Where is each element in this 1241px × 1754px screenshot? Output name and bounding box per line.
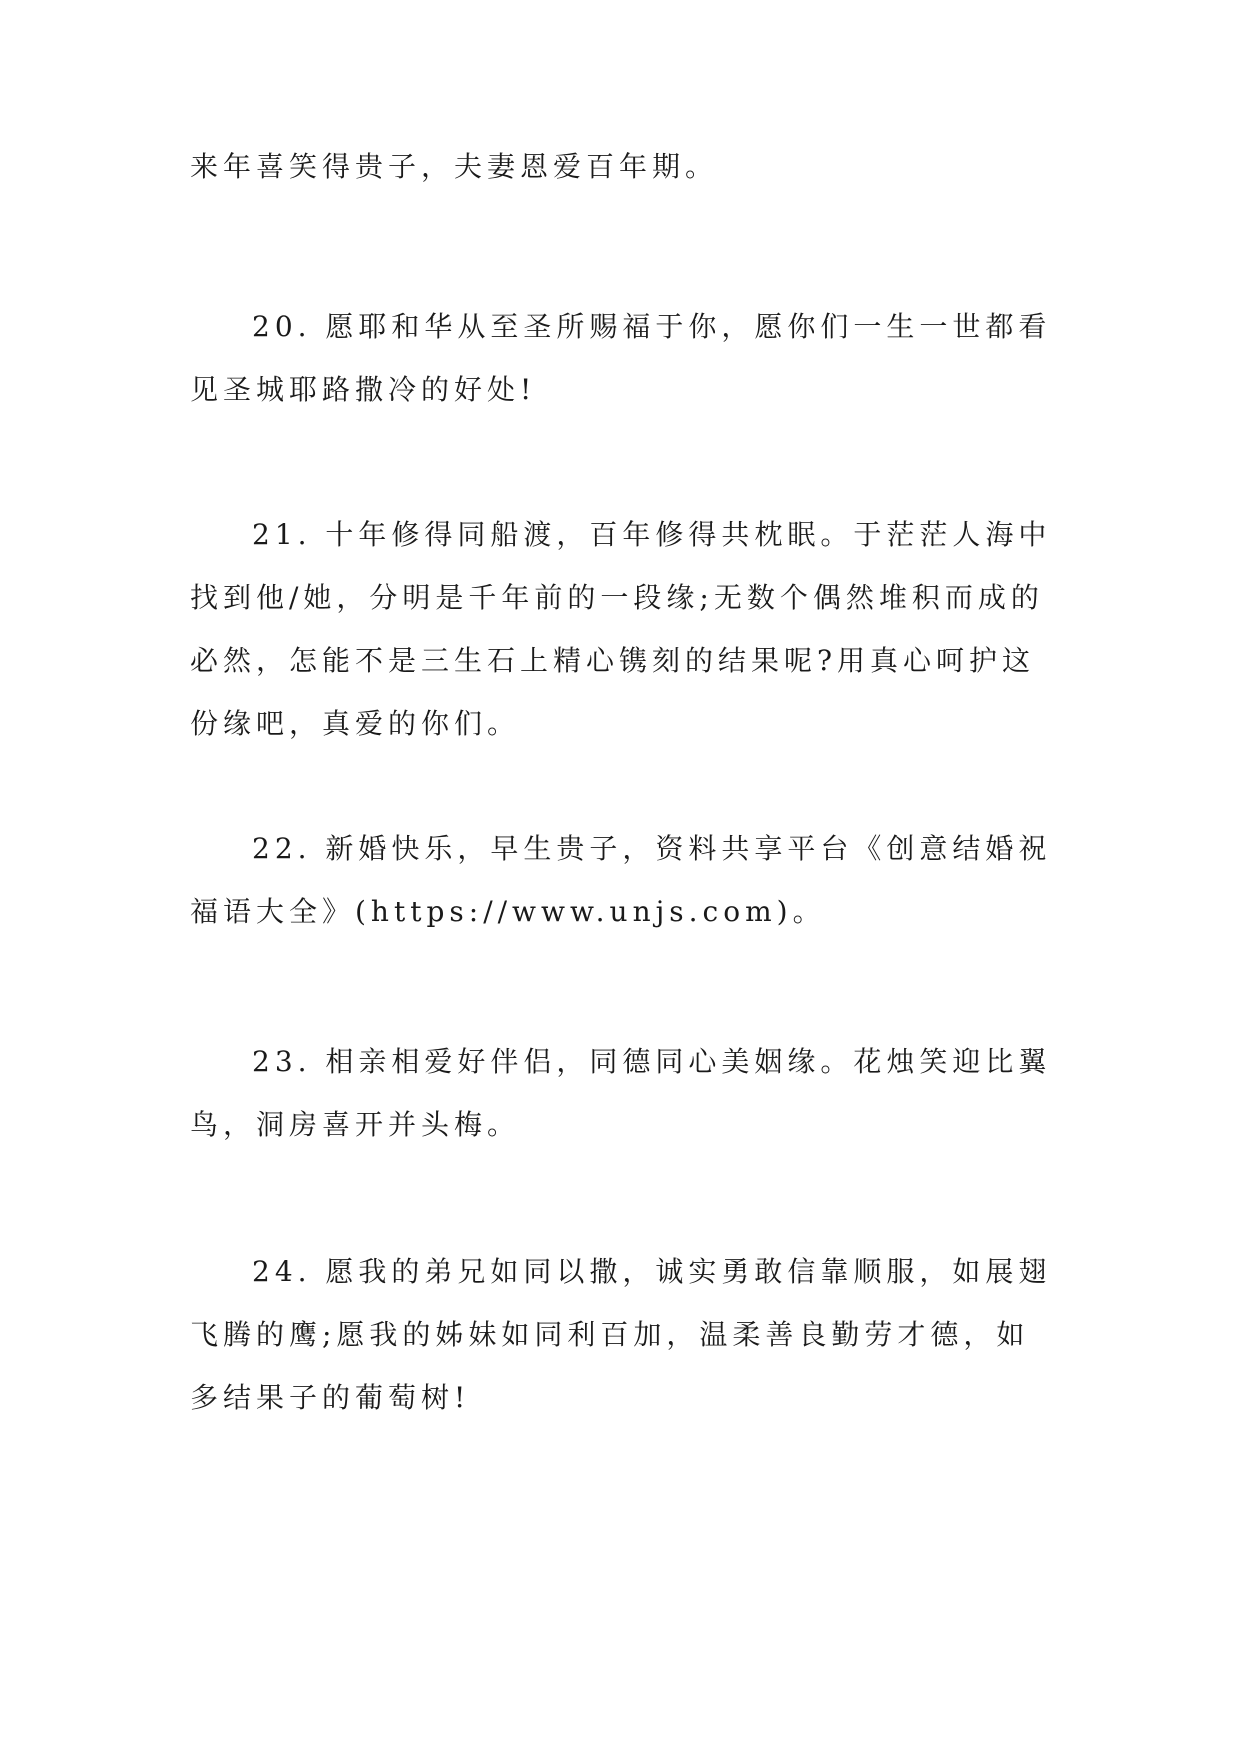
text-line: 找到他/她，分明是千年前的一段缘;无数个偶然堆积而成的 [190, 581, 1044, 614]
paragraph-22 [190, 817, 1052, 943]
text-line: 必然，怎能不是三生石上精心镌刻的结果呢?用真心呵护这 [190, 644, 1036, 677]
paragraph-24 [190, 1240, 1052, 1429]
text-line: 21. 十年修得同船渡，百年修得共枕眠。于茫茫人海中 [252, 518, 1052, 551]
text-line: 见圣城耶路撒冷的好处! [190, 373, 537, 406]
text-line: 多结果子的葡萄树! [190, 1381, 471, 1414]
paragraph-19-tail [190, 135, 1048, 198]
text-line: 鸟，洞房喜开并头梅。 [190, 1108, 521, 1141]
text-line: 20. 愿耶和华从至圣所赐福于你，愿你们一生一世都看 [252, 310, 1052, 343]
text-line: 23. 相亲相爱好伴侣，同德同心美姻缘。花烛笑迎比翼 [252, 1045, 1052, 1078]
text-line: 来年喜笑得贵子，夫妻恩爱百年期。 [190, 150, 719, 183]
text-line: 份缘吧，真爱的你们。 [190, 707, 521, 740]
paragraph-23 [190, 1030, 1052, 1156]
text-line: 飞腾的鹰;愿我的姊妹如同利百加，温柔善良勤劳才德，如 [190, 1318, 1030, 1351]
text-line: 22. 新婚快乐，早生贵子，资料共享平台《创意结婚祝 [252, 832, 1052, 865]
paragraph-20 [190, 295, 1052, 421]
text-line: 福语大全》(https://www.unjs.com)。 [190, 895, 826, 928]
text-line: 24. 愿我的弟兄如同以撒，诚实勇敢信靠顺服，如展翅 [252, 1255, 1052, 1288]
paragraph-21 [190, 503, 1052, 755]
